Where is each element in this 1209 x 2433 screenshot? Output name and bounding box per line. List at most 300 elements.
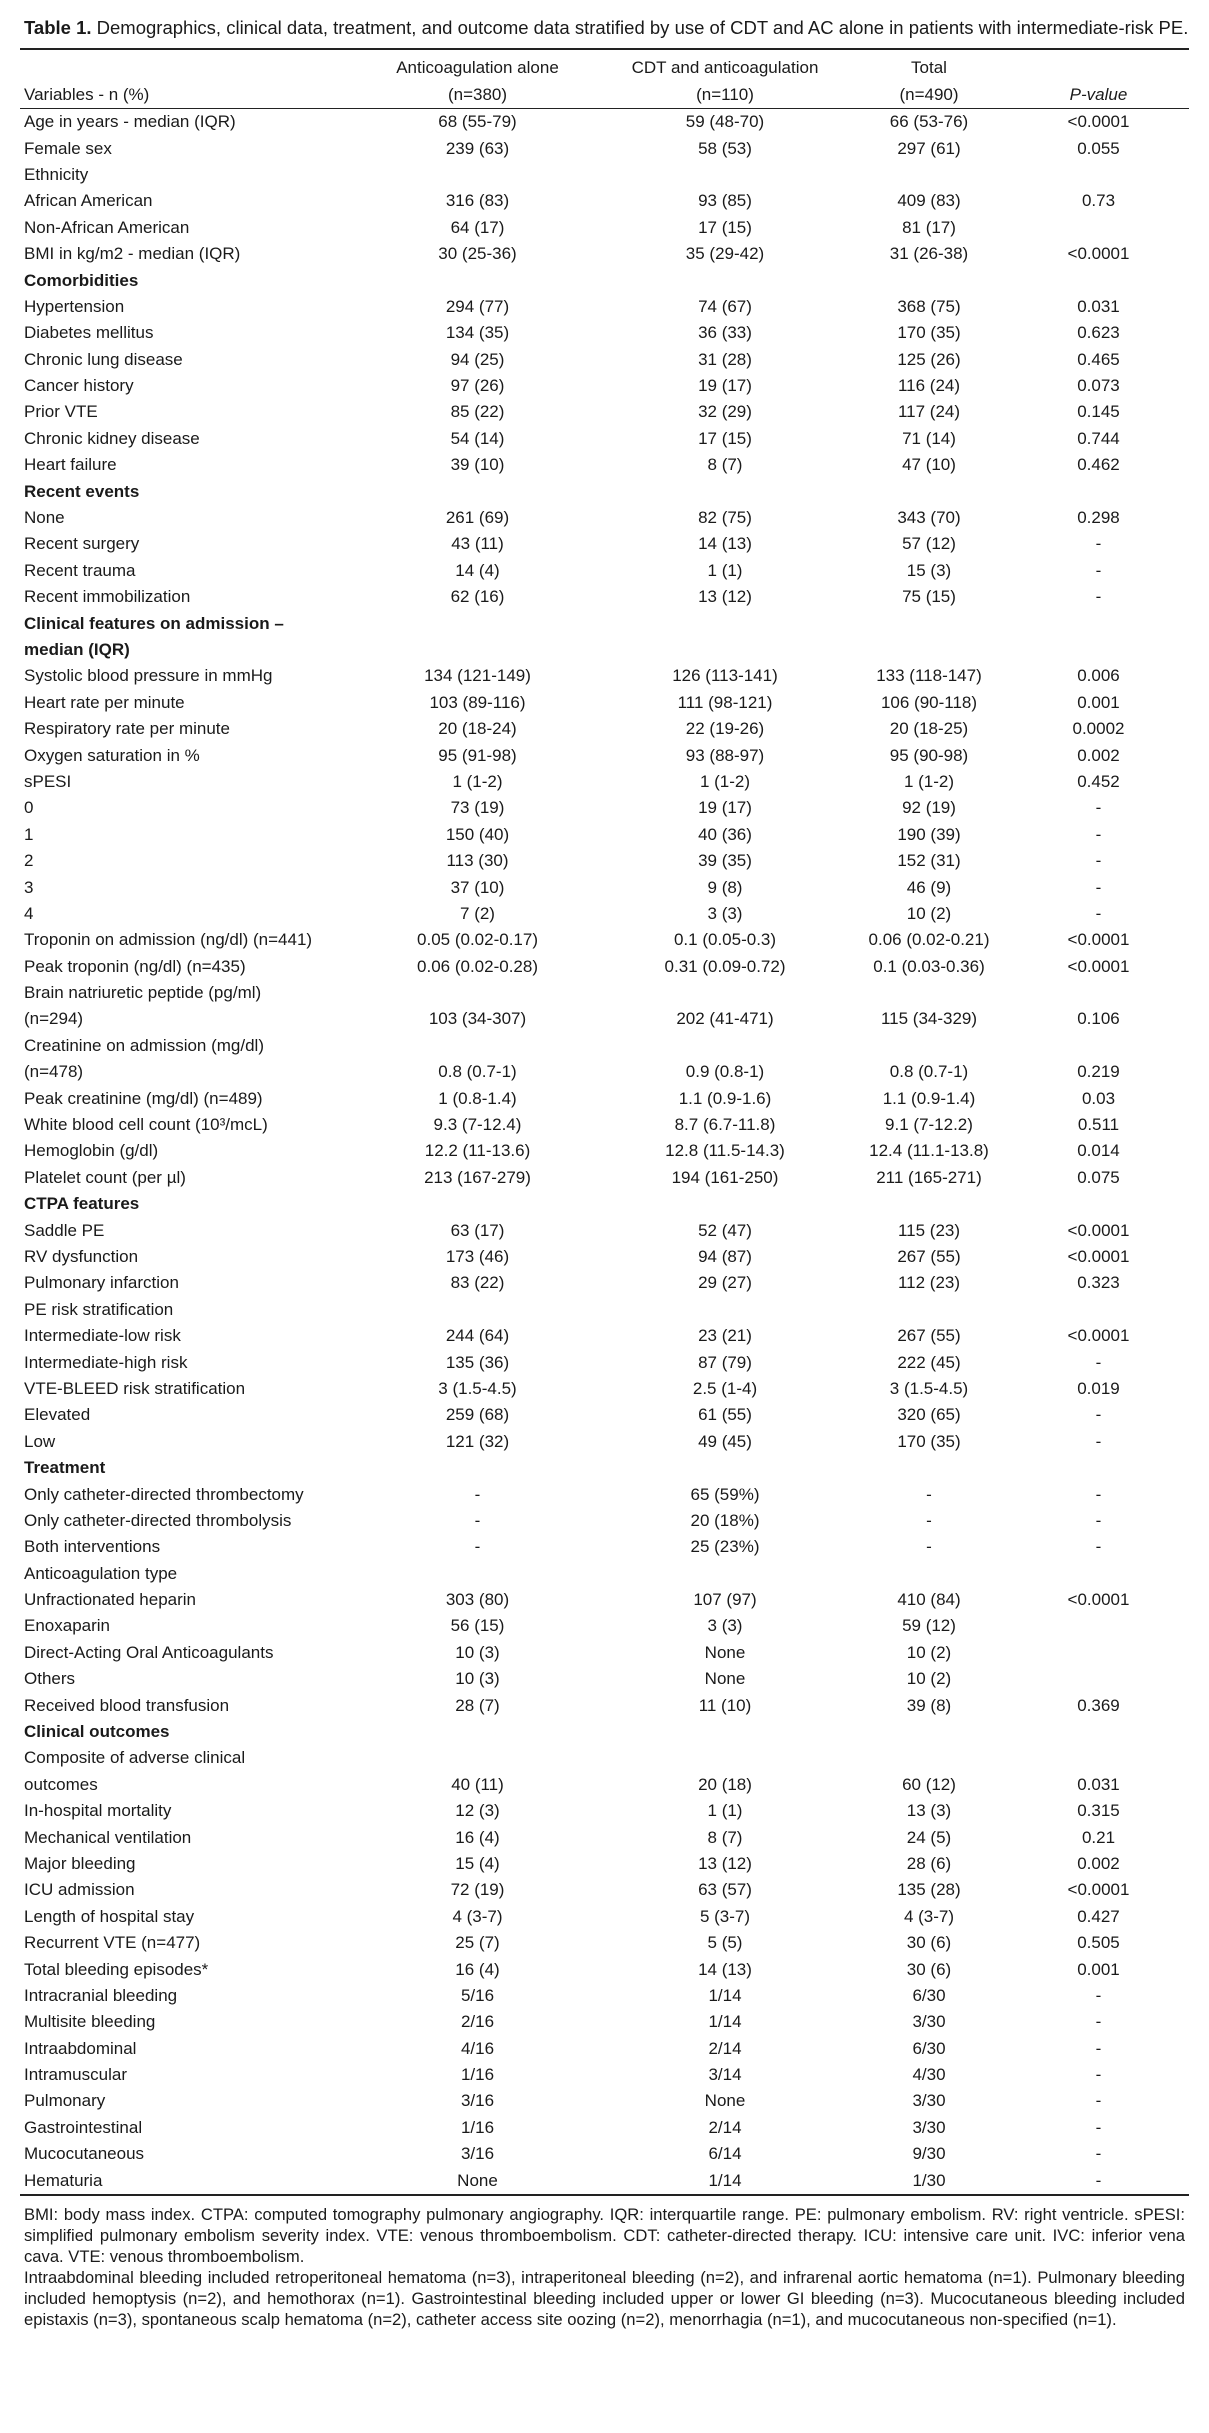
header-row-groups (20, 49, 1189, 80)
cell-total: 0.8 (0.7-1) (889, 1062, 969, 1082)
cell-p-value: - (1095, 1431, 1102, 1451)
cell-anticoagulation-alone: - (474, 1537, 481, 1557)
section-heading: Clinical features on admission – (24, 613, 284, 633)
cell-p-value: 0.315 (1077, 1801, 1120, 1821)
cell-anticoagulation-alone: 37 (10) (450, 877, 505, 897)
row-label: Enoxaparin (24, 1616, 111, 1636)
cell-total: 1 (1-2) (903, 771, 955, 791)
cell-anticoagulation-alone: 173 (46) (445, 1246, 510, 1266)
cell-p-value: - (1095, 2038, 1102, 2058)
cell-cdt-and-anticoagulation: 2/14 (708, 2117, 742, 2137)
row-label: Systolic blood pressure in mmHg (24, 666, 273, 686)
table-row (20, 980, 1189, 1006)
cell-total: 222 (45) (897, 1352, 961, 1372)
row-label: VTE-BLEED risk stratification (24, 1378, 246, 1398)
cell-p-value: - (1095, 1510, 1102, 1530)
cell-p-value: <0.0001 (1067, 930, 1130, 950)
cell-p-value: 0.219 (1077, 1062, 1120, 1082)
cell-total: 125 (26) (897, 349, 961, 369)
cell-anticoagulation-alone (355, 162, 600, 188)
cell-total: 116 (24) (897, 376, 961, 396)
cell-cdt-and-anticoagulation: 82 (75) (698, 508, 752, 528)
table-row (20, 2009, 1189, 2035)
cell-anticoagulation-alone: 95 (91-98) (438, 745, 517, 765)
header-cell: Total (850, 49, 1008, 80)
cell-anticoagulation-alone: 3/16 (460, 2091, 495, 2111)
table-row (20, 1587, 1189, 1613)
table-row (20, 1640, 1189, 1666)
cell-p-value: 0.511 (1077, 1115, 1120, 1135)
header-cell (20, 49, 355, 80)
results-table (20, 48, 1189, 2196)
cell-cdt-and-anticoagulation: 1 (1) (707, 1801, 743, 1821)
cell-cdt-and-anticoagulation: 202 (41-471) (676, 1009, 774, 1029)
cell-cdt-and-anticoagulation: 32 (29) (698, 402, 752, 422)
cell-total: 59 (12) (902, 1616, 956, 1636)
row-label: Age in years - median (IQR) (24, 112, 236, 132)
cell-p-value (1008, 1191, 1189, 1217)
row-label: Peak troponin (ng/dl) (n=435) (24, 956, 246, 976)
cell-cdt-and-anticoagulation: 2.5 (1-4) (692, 1378, 758, 1398)
cell-anticoagulation-alone: 134 (121-149) (424, 666, 531, 686)
cell-total (850, 1191, 1008, 1217)
cell-anticoagulation-alone: 1 (1-2) (452, 771, 503, 791)
cell-anticoagulation-alone: 40 (11) (451, 1774, 504, 1794)
cell-anticoagulation-alone: - (474, 1510, 481, 1530)
cell-cdt-and-anticoagulation: 13 (12) (698, 1853, 752, 1873)
cell-cdt-and-anticoagulation: 35 (29-42) (685, 244, 765, 264)
cell-total: 0.06 (0.02-0.21) (868, 930, 990, 950)
table-row (20, 135, 1189, 161)
table-row (20, 742, 1189, 768)
cell-p-value: - (1095, 851, 1102, 871)
cell-cdt-and-anticoagulation: 31 (28) (698, 349, 752, 369)
row-label: Elevated (24, 1405, 91, 1425)
cell-cdt-and-anticoagulation: 3 (3) (707, 903, 743, 923)
table-footnotes (24, 2204, 1185, 2330)
section-heading: Comorbidities (24, 270, 139, 290)
row-label: Ethnicity (24, 164, 89, 184)
row-label: Unfractionated heparin (24, 1590, 197, 1610)
cell-cdt-and-anticoagulation: 36 (33) (698, 323, 752, 343)
row-label: Prior VTE (24, 402, 98, 422)
row-label: Only catheter-directed thrombectomy (24, 1484, 304, 1504)
cell-p-value: 0.427 (1077, 1906, 1120, 1926)
cell-p-value: - (1095, 903, 1102, 923)
cell-anticoagulation-alone (355, 1560, 600, 1586)
cell-cdt-and-anticoagulation (600, 1297, 850, 1323)
cell-total: 10 (2) (906, 903, 952, 923)
row-label: Cancer history (24, 376, 134, 396)
row-label: Heart failure (24, 455, 117, 475)
cell-cdt-and-anticoagulation: None (704, 1669, 746, 1689)
row-label: Anticoagulation type (24, 1563, 178, 1583)
row-label: Troponin on admission (ng/dl) (n=441) (24, 930, 313, 950)
cell-anticoagulation-alone (355, 1191, 600, 1217)
cell-cdt-and-anticoagulation: 17 (15) (698, 428, 752, 448)
cell-total: 1/30 (850, 2167, 1008, 2194)
cell-p-value (1008, 1455, 1189, 1481)
table-row (20, 1297, 1189, 1323)
table-row (20, 241, 1189, 267)
table-row (20, 1613, 1189, 1639)
cell-cdt-and-anticoagulation: 2/14 (708, 2038, 742, 2058)
cell-total (850, 478, 1008, 504)
cell-anticoagulation-alone: 103 (89-116) (429, 692, 526, 712)
row-label: Recent surgery (24, 534, 140, 554)
cell-p-value: 0.006 (1077, 666, 1120, 686)
cell-anticoagulation-alone (355, 980, 600, 1006)
cell-p-value: - (1095, 1405, 1102, 1425)
table-row (20, 1904, 1189, 1930)
cell-total: 3 (1.5-4.5) (889, 1378, 969, 1398)
table-row (20, 795, 1189, 821)
cell-cdt-and-anticoagulation: 14 (13) (698, 1959, 752, 1979)
cell-anticoagulation-alone (355, 1455, 600, 1481)
row-label: Hypertension (24, 296, 125, 316)
row-label: Pulmonary infarction (24, 1273, 179, 1293)
table-row (20, 1006, 1189, 1032)
cell-anticoagulation-alone: 72 (19) (450, 1880, 505, 1900)
cell-total: 75 (15) (902, 587, 956, 607)
cell-anticoagulation-alone (355, 637, 600, 663)
table-row (20, 1138, 1189, 1164)
cell-cdt-and-anticoagulation: 0.31 (0.09-0.72) (664, 956, 786, 976)
cell-total: 24 (5) (906, 1827, 952, 1847)
cell-cdt-and-anticoagulation: 63 (57) (698, 1880, 752, 1900)
table-row (20, 1877, 1189, 1903)
cell-anticoagulation-alone: 0.05 (0.02-0.17) (417, 930, 538, 950)
table-row (20, 2088, 1189, 2114)
table-row (20, 1851, 1189, 1877)
cell-cdt-and-anticoagulation: 23 (21) (698, 1326, 752, 1346)
cell-cdt-and-anticoagulation: 22 (19-26) (685, 719, 765, 739)
row-label: Multisite bleeding (24, 2012, 156, 2032)
cell-total: 190 (39) (897, 824, 961, 844)
table-row (20, 188, 1189, 214)
cell-anticoagulation-alone: 64 (17) (450, 217, 505, 237)
cell-total: 409 (83) (897, 191, 961, 211)
row-label: Creatinine on admission (mg/dl) (24, 1035, 264, 1055)
cell-total: 410 (84) (897, 1590, 961, 1610)
cell-total: 115 (23) (897, 1220, 961, 1240)
row-label: Respiratory rate per minute (24, 719, 230, 739)
cell-total: 211 (165-271) (876, 1167, 982, 1187)
cell-total: 30 (6) (906, 1933, 952, 1953)
table-row (20, 505, 1189, 531)
cell-p-value: - (1095, 2065, 1102, 2085)
table-row (20, 2141, 1189, 2167)
row-label: Hemoglobin (g/dl) (24, 1141, 159, 1161)
row-label: 0 (24, 798, 34, 818)
row-label: Total bleeding episodes* (24, 1959, 209, 1979)
cell-p-value (1008, 1033, 1189, 1059)
cell-p-value: 0.298 (1077, 508, 1120, 528)
cell-total: - (926, 1537, 932, 1557)
cell-p-value: 0.369 (1077, 1695, 1120, 1715)
cell-cdt-and-anticoagulation: None (704, 2091, 746, 2111)
cell-anticoagulation-alone: 3/16 (460, 2144, 495, 2164)
cell-cdt-and-anticoagulation: 11 (10) (698, 1695, 752, 1715)
table-row (20, 954, 1189, 980)
cell-cdt-and-anticoagulation: 126 (113-141) (672, 666, 778, 686)
cell-cdt-and-anticoagulation (600, 478, 850, 504)
cell-cdt-and-anticoagulation: 3/14 (708, 2065, 742, 2085)
cell-p-value: - (1095, 1537, 1102, 1557)
section-heading: CTPA features (24, 1194, 140, 1214)
cell-anticoagulation-alone: 56 (15) (450, 1616, 505, 1636)
cell-total: 135 (28) (897, 1880, 961, 1900)
table-row (20, 558, 1189, 584)
table-row (20, 1824, 1189, 1850)
cell-p-value: 0.075 (1077, 1167, 1120, 1187)
cell-cdt-and-anticoagulation: 107 (97) (693, 1590, 757, 1610)
cell-cdt-and-anticoagulation: 20 (18%) (690, 1510, 760, 1530)
cell-total: 4/30 (912, 2065, 946, 2085)
table-row (20, 2167, 1189, 2194)
row-label: 3 (24, 877, 34, 897)
cell-total: 3/30 (912, 2117, 946, 2137)
table-row (20, 373, 1189, 399)
table-row (20, 1481, 1189, 1507)
table-row (20, 848, 1189, 874)
cell-anticoagulation-alone: 316 (83) (445, 191, 510, 211)
cell-cdt-and-anticoagulation: 17 (15) (698, 217, 752, 237)
row-label: Mucocutaneous (24, 2144, 145, 2164)
section-heading: Recent events (24, 481, 140, 501)
cell-p-value: 0.002 (1077, 745, 1120, 765)
cell-total (850, 980, 1008, 1006)
row-label: ICU admission (24, 1880, 135, 1900)
table-row (20, 1402, 1189, 1428)
table-row (20, 320, 1189, 346)
cell-total: 106 (90-118) (880, 692, 978, 712)
cell-total: 368 (75) (897, 296, 961, 316)
cell-p-value: - (1095, 1985, 1102, 2005)
cell-p-value: 0.106 (1077, 1009, 1120, 1029)
table-row (20, 1772, 1189, 1798)
row-label: outcomes (24, 1774, 98, 1794)
cell-anticoagulation-alone: 1 (0.8-1.4) (438, 1088, 517, 1108)
table-row (20, 822, 1189, 848)
cell-p-value: 0.744 (1077, 428, 1120, 448)
cell-cdt-and-anticoagulation: 1/14 (708, 1985, 742, 2005)
cell-anticoagulation-alone: 94 (25) (450, 349, 505, 369)
cell-total: 0.1 (0.03-0.36) (873, 956, 985, 976)
row-label: BMI in kg/m2 - median (IQR) (24, 244, 241, 264)
cell-p-value: 0.0002 (1072, 719, 1125, 739)
table-row (20, 426, 1189, 452)
cell-total (850, 1455, 1008, 1481)
table-header (20, 49, 1189, 109)
cell-p-value: 0.019 (1077, 1378, 1120, 1398)
table-row (20, 1455, 1189, 1481)
table-row (20, 2115, 1189, 2141)
table-row (20, 1745, 1189, 1771)
cell-cdt-and-anticoagulation (600, 162, 850, 188)
cell-anticoagulation-alone (355, 478, 600, 504)
cell-p-value (1008, 162, 1189, 188)
cell-p-value: <0.0001 (1067, 1246, 1130, 1266)
cell-anticoagulation-alone: 97 (26) (450, 376, 505, 396)
section-heading: Clinical outcomes (24, 1722, 170, 1742)
cell-total: 1.1 (0.9-1.4) (882, 1088, 976, 1108)
table-row (20, 1376, 1189, 1402)
table-row (20, 1165, 1189, 1191)
cell-cdt-and-anticoagulation: 49 (45) (698, 1431, 752, 1451)
table-row (20, 901, 1189, 927)
cell-total: 66 (53-76) (889, 112, 969, 132)
cell-total: 117 (24) (897, 402, 961, 422)
cell-anticoagulation-alone (355, 1719, 600, 1745)
cell-cdt-and-anticoagulation (600, 1560, 850, 1586)
cell-p-value: 0.001 (1077, 692, 1120, 712)
cell-p-value: <0.0001 (1067, 112, 1130, 132)
row-label: Others (24, 1669, 76, 1689)
cell-p-value: <0.0001 (1067, 1326, 1130, 1346)
cell-cdt-and-anticoagulation: 39 (35) (698, 851, 752, 871)
cell-total: 9/30 (912, 2144, 946, 2164)
cell-cdt-and-anticoagulation: 6/14 (708, 2144, 742, 2164)
cell-cdt-and-anticoagulation (600, 1191, 850, 1217)
header-cell: (n=380) (355, 80, 600, 109)
footnote-bleeding: Intraabdominal bleeding included retroperitoneal hematoma (n=3), intraperitoneal bleeding (n=2), and infrarenal aortic hematoma (n=1). Pulmonary bleeding included hemoptysis (n=2), and hemothorax (n=1). Gastrointestinal bleeding included upper or lower GI bleeding (n=3). Mucocutaneous bleeding included epistaxis (n=3), spontaneous scalp hematoma (n=2), catheter access site oozing (n=2), menorrhagia (n=1), and mucocutaneous non-specified (n=1). (24, 2267, 1185, 2329)
cell-anticoagulation-alone: 9.3 (7-12.4) (433, 1115, 522, 1135)
cell-p-value: 0.73 (1081, 191, 1116, 211)
cell-p-value: - (1095, 587, 1102, 607)
row-label: Direct-Acting Oral Anticoagulants (24, 1642, 274, 1662)
row-label: Gastrointestinal (24, 2117, 143, 2137)
row-label: Platelet count (per µl) (24, 1167, 186, 1187)
cell-total: 47 (10) (902, 455, 956, 475)
row-label: Female sex (24, 138, 112, 158)
cell-anticoagulation-alone: 12 (3) (455, 1801, 500, 1821)
table-caption (24, 16, 1189, 40)
cell-cdt-and-anticoagulation: 29 (27) (698, 1273, 752, 1293)
cell-anticoagulation-alone: 30 (25-36) (438, 244, 517, 264)
cell-anticoagulation-alone: 43 (11) (451, 534, 504, 554)
cell-cdt-and-anticoagulation: 0.9 (0.8-1) (685, 1062, 765, 1082)
cell-cdt-and-anticoagulation: 19 (17) (698, 376, 752, 396)
cell-cdt-and-anticoagulation: 65 (59%) (690, 1484, 760, 1504)
cell-anticoagulation-alone: 83 (22) (450, 1273, 505, 1293)
row-label: Brain natriuretic peptide (pg/ml) (24, 983, 262, 1003)
table-row (20, 1930, 1189, 1956)
row-label: Major bleeding (24, 1853, 136, 1873)
cell-cdt-and-anticoagulation: 14 (13) (698, 534, 752, 554)
row-label: Recurrent VTE (n=477) (24, 1933, 201, 1953)
cell-p-value (1008, 215, 1189, 241)
cell-cdt-and-anticoagulation: 74 (67) (698, 296, 752, 316)
cell-anticoagulation-alone: None (355, 2167, 600, 2194)
table-row (20, 1983, 1189, 2009)
section-heading: Treatment (24, 1458, 106, 1478)
cell-total: 71 (14) (902, 428, 956, 448)
cell-total: 6/30 (912, 2038, 946, 2058)
header-cell: (n=110) (600, 80, 850, 109)
cell-anticoagulation-alone: 15 (4) (455, 1853, 500, 1873)
cell-anticoagulation-alone: 1/16 (460, 2065, 495, 2085)
cell-total: 28 (6) (906, 1853, 952, 1873)
cell-cdt-and-anticoagulation (600, 980, 850, 1006)
cell-p-value: - (1095, 560, 1102, 580)
cell-p-value: - (1095, 534, 1102, 554)
cell-total: 81 (17) (902, 217, 956, 237)
cell-anticoagulation-alone: 54 (14) (450, 428, 505, 448)
cell-total (850, 637, 1008, 663)
table-row (20, 584, 1189, 610)
cell-cdt-and-anticoagulation: 1 (1) (707, 560, 743, 580)
cell-total: 297 (61) (897, 138, 961, 158)
cell-p-value: - (1095, 1484, 1102, 1504)
table-row (20, 716, 1189, 742)
cell-p-value (1008, 1745, 1189, 1771)
cell-total: 3/30 (912, 2091, 946, 2111)
cell-total: - (926, 1484, 932, 1504)
table-row (20, 109, 1189, 136)
cell-anticoagulation-alone: 73 (19) (450, 798, 505, 818)
cell-anticoagulation-alone (355, 1297, 600, 1323)
cell-cdt-and-anticoagulation: 52 (47) (698, 1220, 752, 1240)
table-row (20, 927, 1189, 953)
cell-p-value: - (1095, 2012, 1102, 2032)
cell-p-value: - (1095, 1352, 1102, 1372)
header-cell: Variables - n (%) (20, 80, 355, 109)
table-row (20, 1112, 1189, 1138)
cell-total (850, 1719, 1008, 1745)
cell-total: 133 (118-147) (876, 666, 982, 686)
cell-cdt-and-anticoagulation: 111 (98-121) (677, 692, 773, 712)
cell-total: 95 (90-98) (889, 745, 969, 765)
cell-cdt-and-anticoagulation: 1/14 (708, 2012, 742, 2032)
cell-cdt-and-anticoagulation: 20 (18) (698, 1774, 752, 1794)
cell-p-value: 0.03 (1081, 1088, 1116, 1108)
cell-p-value: - (1095, 798, 1102, 818)
table-row (20, 1956, 1189, 1982)
table-row (20, 1719, 1189, 1745)
cell-cdt-and-anticoagulation: 5 (3-7) (699, 1906, 751, 1926)
cell-cdt-and-anticoagulation: 93 (85) (698, 191, 752, 211)
cell-total: 13 (3) (906, 1801, 952, 1821)
cell-anticoagulation-alone: 68 (55-79) (438, 112, 517, 132)
cell-anticoagulation-alone: 28 (7) (455, 1695, 500, 1715)
cell-total: 39 (8) (906, 1695, 952, 1715)
cell-p-value: 0.323 (1077, 1273, 1120, 1293)
cell-p-value: 0.055 (1077, 138, 1120, 158)
cell-total (850, 1560, 1008, 1586)
cell-anticoagulation-alone: 62 (16) (450, 587, 505, 607)
cell-anticoagulation-alone: 14 (4) (455, 560, 500, 580)
cell-total: 3/30 (912, 2012, 946, 2032)
cell-cdt-and-anticoagulation: 3 (3) (707, 1616, 743, 1636)
cell-p-value: 0.623 (1077, 323, 1120, 343)
row-label: African American (24, 191, 153, 211)
table-row (20, 690, 1189, 716)
cell-anticoagulation-alone: 4 (3-7) (452, 1906, 503, 1926)
cell-cdt-and-anticoagulation: 94 (87) (698, 1246, 752, 1266)
table-row (20, 478, 1189, 504)
table-row (20, 1429, 1189, 1455)
cell-p-value (1008, 1613, 1189, 1639)
cell-cdt-and-anticoagulation: 25 (23%) (690, 1537, 760, 1557)
cell-total: 112 (23) (897, 1273, 961, 1293)
row-label: Pulmonary (24, 2091, 106, 2111)
cell-p-value: <0.0001 (1067, 1880, 1130, 1900)
cell-cdt-and-anticoagulation: 40 (36) (698, 824, 752, 844)
cell-anticoagulation-alone (355, 267, 600, 293)
cell-total: 9.1 (7-12.2) (885, 1115, 973, 1135)
cell-anticoagulation-alone: 16 (4) (455, 1827, 500, 1847)
